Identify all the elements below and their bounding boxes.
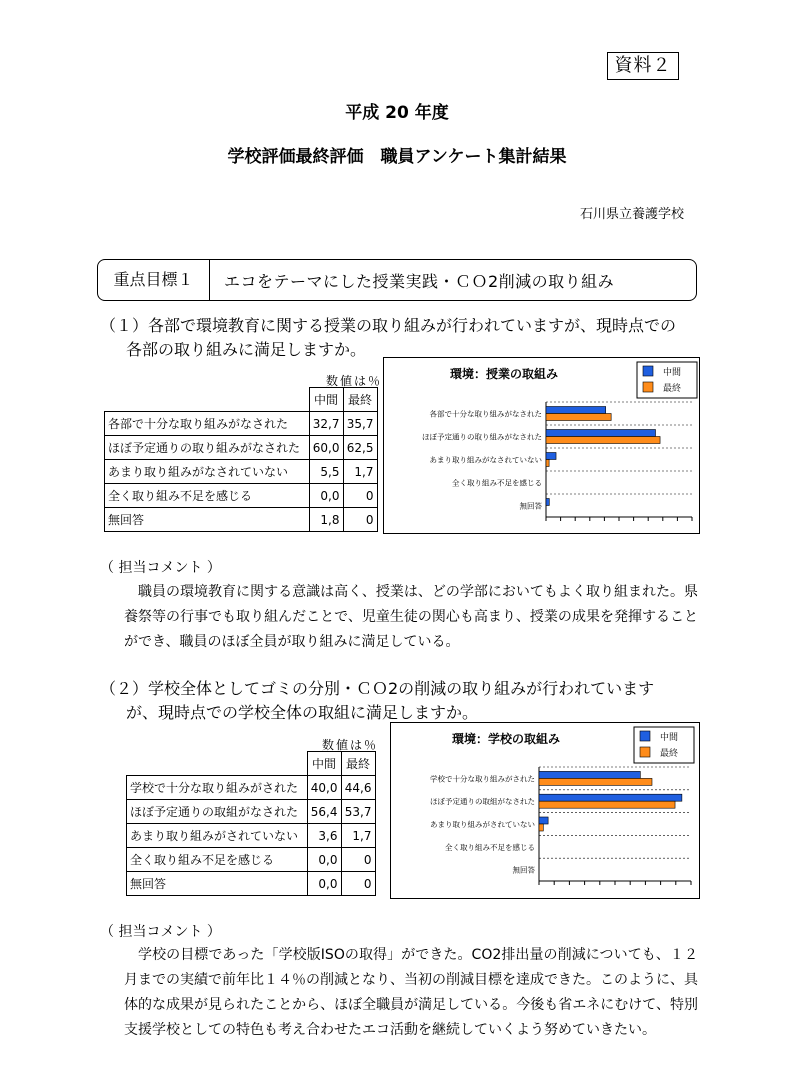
table-row [105, 460, 378, 484]
row-mid: 32,7 [309, 412, 343, 436]
comment-2-header: （ 担当コメント ） [100, 924, 221, 940]
question-1-line2: 各部の取り組みに満足しますか。 [126, 340, 367, 359]
row-final: 1,7 [341, 824, 375, 848]
col-final: 最終 [343, 388, 377, 412]
table-row [127, 776, 376, 800]
bar-final [539, 778, 652, 785]
table-row [127, 872, 376, 896]
row-label: ほぼ予定通りの取組がなされた [127, 800, 308, 824]
question-1-line1: （１）各部で環境教育に関する授業の取り組みが行われていますが、現時点での [100, 316, 677, 335]
table-row [127, 848, 376, 872]
row-mid: 0,0 [307, 872, 341, 896]
comment-1-header: （ 担当コメント ） [100, 560, 221, 576]
data-table-1 [104, 387, 378, 532]
row-final: 1,7 [343, 460, 377, 484]
table-row [105, 508, 378, 532]
category-label: 全く取り組み不足を感じる [445, 842, 535, 852]
bar-final [546, 437, 660, 444]
chart-1 [384, 358, 699, 533]
school-name: 石川県立養護学校 [579, 207, 684, 222]
category-label: ほぼ予定通りの取組がなされた [430, 797, 535, 807]
row-mid: 60,0 [309, 436, 343, 460]
bar-mid [546, 430, 656, 437]
col-mid: 中間 [309, 388, 343, 412]
bar-final [539, 801, 675, 808]
legend-label: 中間 [663, 368, 682, 378]
bar-mid [539, 771, 640, 778]
chart-2 [391, 723, 699, 898]
row-mid: 5,5 [309, 460, 343, 484]
category-label: 各部で十分な取り組みがなされた [429, 409, 542, 419]
bar-final [546, 460, 549, 467]
goal-label: 重点目標１ [98, 260, 210, 300]
page-title: 学校評価最終評価 職員アンケート集計結果 [227, 147, 567, 167]
row-final: 44,6 [341, 776, 375, 800]
chart-legend [634, 727, 694, 763]
question-2 [100, 677, 654, 725]
goal-text: エコをテーマにした授業実践・ＣＯ2削減の取り組み [224, 271, 615, 291]
legend-label: 中間 [660, 733, 679, 743]
row-label: 各部で十分な取り組みがなされた [105, 412, 310, 436]
category-label: 無回答 [519, 501, 542, 511]
category-label: あまり取り組みがなされていない [429, 455, 542, 465]
bar-mid [539, 794, 682, 801]
chart-2-box [390, 722, 700, 899]
row-label: 全く取り組み不足を感じる [127, 848, 308, 872]
table-row [105, 484, 378, 508]
document-tag: 資料２ [607, 52, 679, 80]
bar-final [539, 824, 543, 831]
comment-2 [124, 943, 698, 1043]
row-mid: 56,4 [307, 800, 341, 824]
row-mid: 0,0 [309, 484, 343, 508]
comment-1 [124, 580, 698, 655]
category-label: ほぼ予定通りの取り組みがなされた [422, 432, 542, 442]
legend-label: 最終 [660, 749, 679, 759]
col-mid: 中間 [307, 752, 341, 776]
bar-final [546, 414, 611, 421]
row-final: 0 [341, 872, 375, 896]
legend-swatch [643, 366, 653, 376]
table-row [127, 824, 376, 848]
bar-mid [546, 499, 549, 506]
row-final: 0 [343, 508, 377, 532]
chart-legend [637, 362, 697, 398]
row-final: 0 [343, 484, 377, 508]
category-label: 全く取り組み不足を感じる [452, 478, 542, 488]
category-label: あまり取り組みがされていない [430, 820, 535, 829]
row-label: ほぼ予定通りの取り組みがなされた [105, 436, 310, 460]
comment-2-text: 学校の目標であった「学校版ISOの取得」ができた。CO2排出量の削減についても、１２月までの実績で前年比１４％の削減となり、当初の削減目標を達成できた。このように、具体的な成果が見られたことから、ほぼ全職員が満足している。今後も省エネにむけて、特別支援学校としての特色も考え合わせたエコ活動を継続していくよう努めていきたい。 [124, 947, 698, 1038]
table-corner [127, 752, 308, 776]
table-header-row [105, 388, 378, 412]
comment-1-text: 職員の環境教育に関する意識は高く、授業は、どの学部においてもよく取り組まれた。県養祭等の行事でも取り組んだことで、児童生徒の関心も高まり、授業の成果を発揮することができ、職員のほぼ全員が取り組みに満足している。 [124, 584, 698, 650]
bar-mid [546, 453, 556, 460]
unit-label-2: 数値は％ [322, 738, 379, 752]
table-header-row [127, 752, 376, 776]
table-row [105, 412, 378, 436]
row-final: 53,7 [341, 800, 375, 824]
data-table-2 [126, 751, 376, 896]
category-label: 無回答 [512, 865, 535, 875]
row-label: 無回答 [105, 508, 310, 532]
row-final: 62,5 [343, 436, 377, 460]
chart-title: 環境：授業の取組み [449, 367, 559, 381]
row-final: 0 [341, 848, 375, 872]
chart-1-box [383, 357, 700, 534]
question-1 [100, 314, 676, 362]
legend-swatch [643, 382, 653, 392]
question-2-line2: が、現時点での学校全体の取組に満足しますか。 [126, 703, 479, 722]
bar-mid [546, 407, 606, 414]
chart-title: 環境：学校の取組み [451, 732, 561, 746]
bar-mid [539, 817, 548, 824]
row-mid: 3,6 [307, 824, 341, 848]
row-label: あまり取り組みがされていない [127, 824, 308, 848]
row-label: 無回答 [127, 872, 308, 896]
table-row [105, 436, 378, 460]
row-label: あまり取り組みがなされていない [105, 460, 310, 484]
legend-label: 最終 [663, 384, 682, 394]
col-final: 最終 [341, 752, 375, 776]
question-2-line1: （２）学校全体としてゴミの分別・ＣＯ2の削減の取り組みが行われています [100, 679, 655, 698]
legend-swatch [640, 747, 650, 757]
row-mid: 1,8 [309, 508, 343, 532]
row-mid: 40,0 [307, 776, 341, 800]
row-mid: 0,0 [307, 848, 341, 872]
title-year: 平成 20 年度 [345, 103, 449, 123]
row-label: 学校で十分な取り組みがされた [127, 776, 308, 800]
unit-label-1: 数値は％ [326, 374, 383, 388]
category-label: 学校で十分な取り組みがされた [430, 774, 535, 784]
row-final: 35,7 [343, 412, 377, 436]
table-row [127, 800, 376, 824]
legend-swatch [640, 731, 650, 741]
table-corner [105, 388, 310, 412]
row-label: 全く取り組み不足を感じる [105, 484, 310, 508]
goal-box [97, 259, 697, 301]
